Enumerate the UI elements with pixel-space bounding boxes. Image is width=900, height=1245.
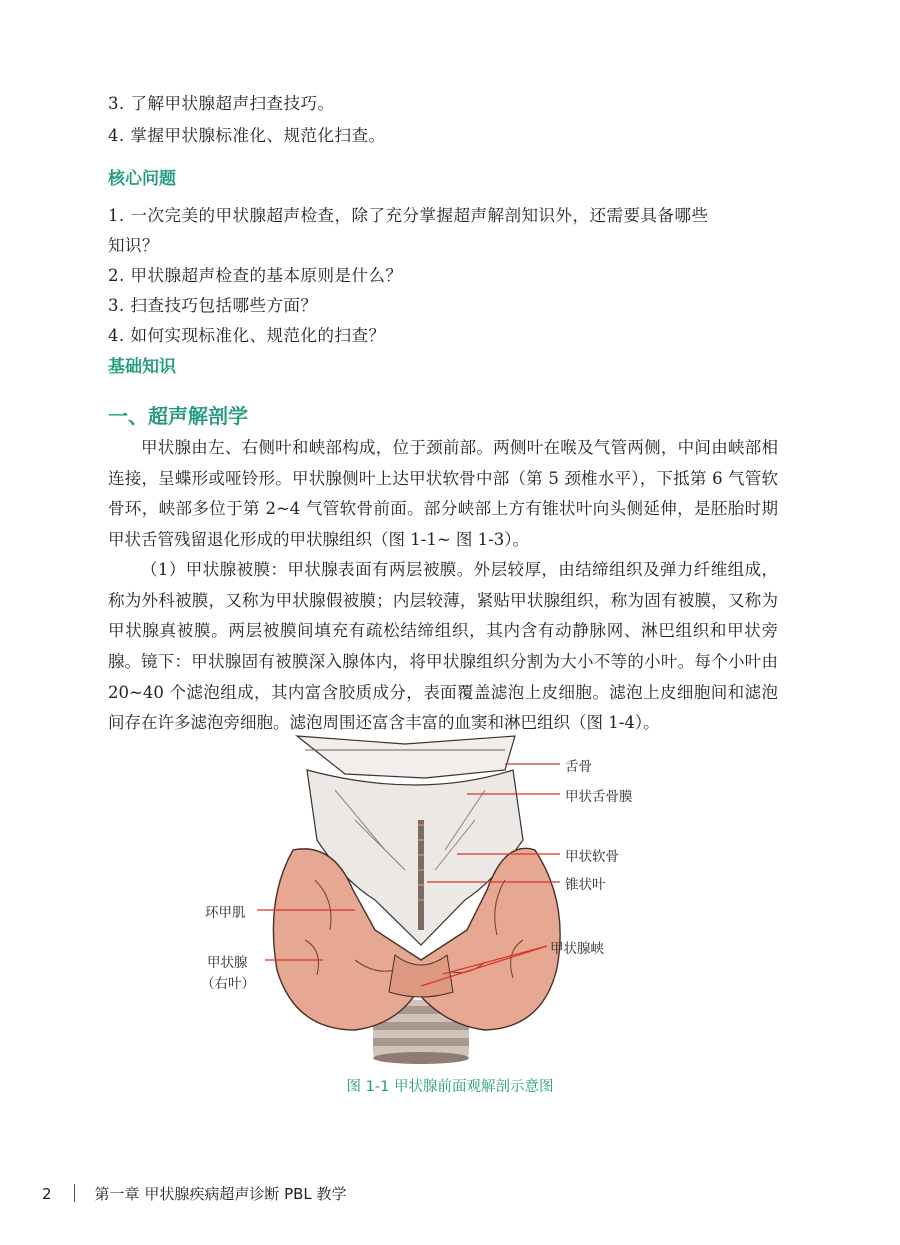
thyroid-anatomy-figure — [201, 730, 635, 1070]
label-thyroid-right-lobe: 甲状腺 — [207, 955, 248, 971]
label-hyoid: 舌骨 — [565, 759, 592, 775]
label-isthmus: 甲状腺峡 — [550, 941, 604, 957]
label-pyramidal-lobe: 锥状叶 — [565, 877, 606, 893]
body-paragraph: （1）甲状腺被膜：甲状腺表面有两层被膜。外层较厚，由结缔组织及弹力纤维组成，称为外科被膜，又称为甲状腺假被膜；内层较薄，紧贴甲状腺组织，称为固有被膜，又称为甲状腺真被膜。两层被膜间填充有疏松结缔组织，其内含有动静脉网、淋巴组织和甲状旁腺。 — [108, 560, 778, 671]
core-questions-heading: 核心问题 — [108, 169, 176, 189]
label-thyroid-cartilage: 甲状软骨 — [565, 849, 619, 865]
objective-item: 4. 掌握甲状腺标准化、规范化扫查。 — [108, 126, 386, 145]
question-item: 1. 一次完美的甲状腺超声检查，除了充分掌握超声解剖知识外，还需要具备哪些 — [108, 206, 709, 225]
label-thyroid-right-lobe-sub: （右叶） — [201, 976, 255, 992]
figure-caption: 图 1-1 甲状腺前面观解剖示意图 — [346, 1079, 554, 1095]
body-paragraph: 镜下：甲状腺固有被膜深入腺体内，将甲状腺组织分割为大小不等的小叶。每个小叶由 20~40 个滤泡组成，其内富含胶质成分，表面覆盖滤泡上皮细胞。滤泡上皮细胞间和滤泡间存在许多滤泡旁细胞。滤泡周围还富含丰富的血窦和淋巴组织（图 1-4）。 — [108, 652, 778, 732]
footer-divider — [74, 1184, 75, 1202]
question-item: 2. 甲状腺超声检查的基本原则是什么？ — [108, 266, 403, 285]
thyroid-illustration — [205, 730, 635, 1070]
basic-knowledge-heading: 基础知识 — [108, 357, 176, 377]
body-paragraph: 甲状腺由左、右侧叶和峡部构成，位于颈前部。两侧叶在喉及气管两侧，中间由峡部相连接，呈蝶形或哑铃形。甲状腺侧叶上达甲状软骨中部（第 5 颈椎水平），下抵第 6 气管软骨环，峡部多位于第 2~4 气管软骨前面。部分峡部上方有锥状叶向头侧延伸，是胚胎时期甲状舌管残留退化形成的甲状腺组织（图 1-1~ 图 1-3）。 — [108, 438, 778, 549]
objective-item: 3. 了解甲状腺超声扫查技巧。 — [108, 94, 335, 113]
page-footer — [42, 1183, 347, 1204]
label-thyrohyoid-membrane: 甲状舌骨膜 — [565, 789, 633, 805]
label-cricothyroid: 环甲肌 — [205, 905, 246, 921]
section-title: 一、超声解剖学 — [108, 404, 248, 428]
question-item-continuation: 知识？ — [108, 236, 159, 255]
question-item: 4. 如何实现标准化、规范化的扫查？ — [108, 326, 386, 345]
page-number: 2 — [42, 1185, 52, 1203]
question-item: 3. 扫查技巧包括哪些方面？ — [108, 296, 318, 315]
chapter-title: 第一章 甲状腺疾病超声诊断 PBL 教学 — [94, 1185, 347, 1203]
